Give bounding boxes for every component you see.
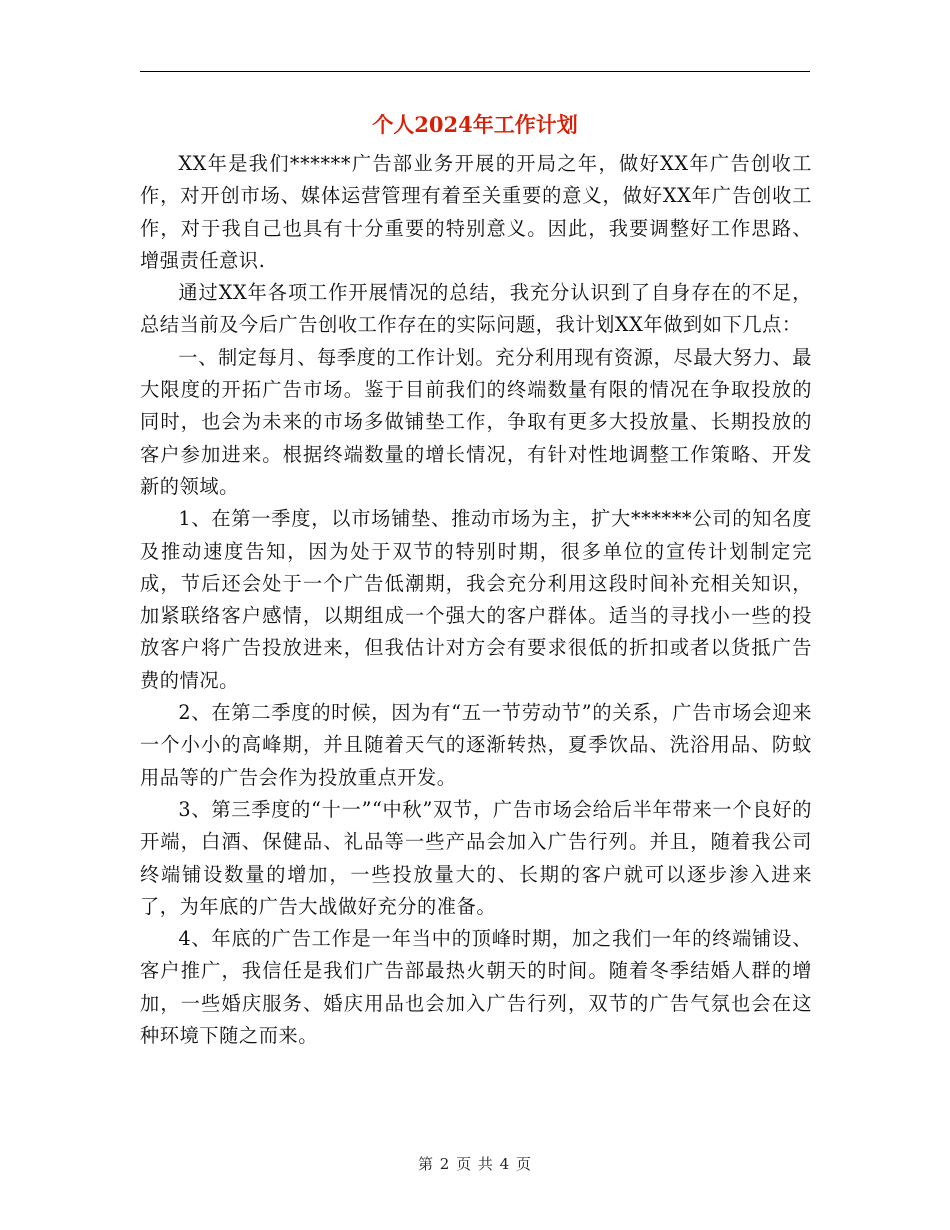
paragraph-q4: 4、年底的广告工作是一年当中的顶峰时期，加之我们一年的终端铺设、客户推广，我信任是我们广告部最热火朝天的时间。随着冬季结婚人群的增加，一些婚庆服务、婚庆用品也会加入广告行列，双节的广告气氛也会在这种环境下随之而来。 (140, 927, 812, 1048)
paragraph-summary: 通过XX年各项工作开展情况的总结，我充分认识到了自身存在的不足，总结当前及今后广告创收工作存在的实际问题，我计划XX年做到如下几点： (140, 281, 812, 337)
paragraph-q3: 3、第三季度的“十一”“中秋”双节，广告市场会给后半年带来一个良好的开端，白酒、保健品、礼品等一些产品会加入广告行列。并且，随着我公司终端铺设数量的增加，一些投放量大的、长期的客户就可以逐步渗入进来了，为年底的广告大战做好充分的准备。 (140, 797, 812, 918)
paragraph-q1: 1、在第一季度，以市场铺垫、推动市场为主，扩大******公司的知名度及推动速度告知，因为处于双节的特别时期，很多单位的宣传计划制定完成，节后还会处于一个广告低潮期，我会充分利用这段时间补充相关知识，加紧联络客户感情，以期组成一个强大的客户群体。适当的寻找小一些的投放客户将广告投放进来，但我估计对方会有要求很低的折扣或者以货抵广告费的情况。 (140, 507, 812, 692)
document-title: 个人2024年工作计划 (372, 112, 578, 137)
paragraph-plan-overview: 一、制定每月、每季度的工作计划。充分利用现有资源，尽最大努力、最大限度的开拓广告市场。鉴于目前我们的终端数量有限的情况在争取投放的同时，也会为未来的市场多做铺垫工作，争取有更多大投放量、长期投放的客户参加进来。根据终端数量的增长情况，有针对性地调整工作策略、开发新的领域。 (140, 345, 812, 498)
page-number-footer: 第 2 页 共 4 页 (418, 1155, 532, 1173)
document-body (140, 148, 812, 1052)
paragraph-intro: XX年是我们******广告部业务开展的开局之年，做好XX年广告创收工作，对开创市场、媒体运营管理有着至关重要的意义，做好XX年广告创收工作，对于我自己也具有十分重要的特别意义。因此，我要调整好工作思路、增强责任意识. (140, 152, 812, 272)
paragraph-q2: 2、在第二季度的时候，因为有“五一节劳动节”的关系，广告市场会迎来一个小小的高峰期，并且随着天气的逐渐转热，夏季饮品、洗浴用品、防蚊用品等的广告会作为投放重点开发。 (140, 701, 812, 789)
header-rule (140, 71, 810, 72)
